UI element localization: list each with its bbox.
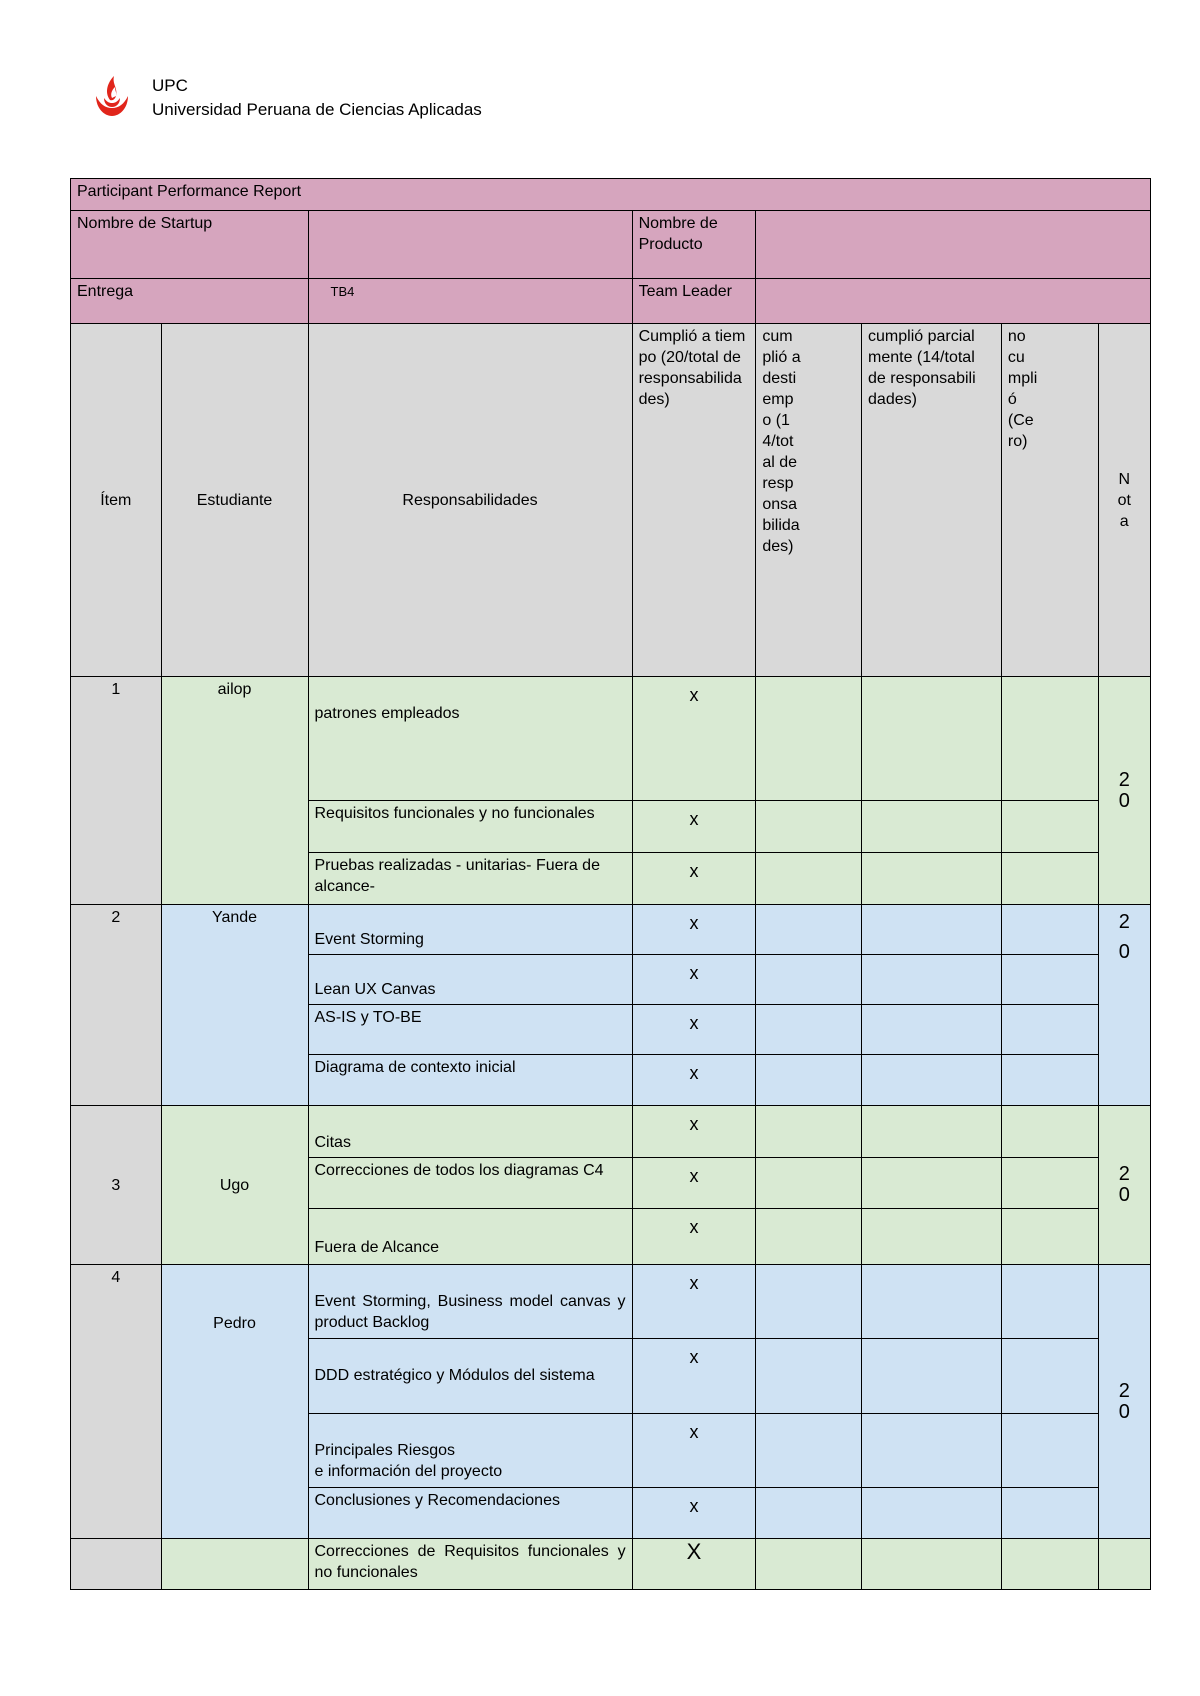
team-leader-label: Team Leader: [632, 279, 756, 324]
responsibility-line: Principales Riesgos: [314, 1442, 456, 1459]
report-title: Participant Performance Report: [71, 179, 1151, 211]
on-time-mark: x: [632, 1414, 756, 1488]
partial-cell: [862, 1488, 1002, 1539]
late-cell: [756, 955, 862, 1005]
column-header-row: [71, 324, 1151, 677]
col-header-grade: Nota: [1098, 324, 1150, 677]
not-done-cell: [1001, 955, 1098, 1005]
late-cell: [756, 677, 862, 801]
grade-text: 20: [1118, 768, 1130, 812]
late-cell: [756, 1339, 862, 1414]
responsibility: Requisitos funcionales y no funcionales: [308, 801, 632, 853]
late-cell: [756, 1265, 862, 1339]
grade-text: 20: [1118, 1379, 1130, 1423]
not-done-cell: [1001, 853, 1098, 905]
partial-cell: [862, 801, 1002, 853]
on-time-mark: x: [632, 1209, 756, 1265]
not-done-cell: [1001, 1158, 1098, 1209]
not-done-cell: [1001, 1488, 1098, 1539]
col-header-late: cumplió a destiempo (14/total de responsabilidades): [756, 324, 862, 677]
responsibility: Conclusiones y Recomendaciones: [308, 1488, 632, 1539]
responsibility: Diagrama de contexto inicial: [308, 1055, 632, 1106]
on-time-mark: X: [632, 1539, 756, 1590]
extra-item-cell: [71, 1539, 162, 1590]
partial-cell: [862, 1209, 1002, 1265]
responsibility: Correcciones de todos los diagramas C4: [308, 1158, 632, 1209]
responsibility: Pruebas realizadas - unitarias- Fuera de alcance-: [308, 853, 632, 905]
startup-label: Nombre de Startup: [71, 211, 309, 279]
partial-cell: [862, 1106, 1002, 1158]
table-row: [71, 677, 1151, 801]
not-done-cell: [1001, 1005, 1098, 1055]
student-item-number: 4: [71, 1265, 162, 1539]
table-row: [71, 1106, 1151, 1158]
student-name: Pedro: [161, 1265, 308, 1539]
responsibility: Event Storming, Business model canvas y product Backlog: [308, 1265, 632, 1339]
entrega-row: [71, 279, 1151, 324]
not-done-cell: [1001, 1055, 1098, 1106]
responsibility-line: e información del proyecto: [314, 1463, 503, 1480]
on-time-mark: x: [632, 1005, 756, 1055]
responsibility: [308, 1414, 632, 1488]
title-row: [71, 179, 1151, 211]
not-done-cell: [1001, 1265, 1098, 1339]
late-cell: [756, 801, 862, 853]
partial-cell: [862, 1265, 1002, 1339]
university-name: Universidad Peruana de Ciencias Aplicadas: [152, 100, 482, 119]
partial-cell: [862, 955, 1002, 1005]
col-header-item: Ítem: [71, 324, 162, 677]
partial-cell: [862, 1539, 1002, 1590]
performance-report-table: [70, 178, 1151, 1590]
not-done-cell: [1001, 1539, 1098, 1590]
col-header-not-done: no cumplió (Cero): [1001, 324, 1098, 677]
student-item-number: 2: [71, 905, 162, 1106]
student-name: ailop: [161, 677, 308, 905]
product-value: [756, 211, 1151, 279]
col-header-on-time: Cumplió a tiempo (20/total de responsabilidades): [632, 324, 756, 677]
responsibility: Event Storming: [308, 905, 632, 955]
late-cell: [756, 905, 862, 955]
late-cell: [756, 1158, 862, 1209]
university-abbreviation: UPC: [152, 76, 188, 95]
responsibility: DDD estratégico y Módulos del sistema: [308, 1339, 632, 1414]
responsibility: patrones empleados: [308, 677, 632, 801]
late-cell: [756, 1539, 862, 1590]
table-row: [71, 1539, 1151, 1590]
upc-flame-logo-icon: [90, 74, 134, 118]
late-cell: [756, 1488, 862, 1539]
table-row: [71, 905, 1151, 955]
on-time-mark: x: [632, 1488, 756, 1539]
product-label: Nombre de Producto: [632, 211, 756, 279]
late-cell: [756, 1055, 862, 1106]
partial-cell: [862, 853, 1002, 905]
partial-cell: [862, 1414, 1002, 1488]
not-done-cell: [1001, 1339, 1098, 1414]
late-cell: [756, 1414, 862, 1488]
student-item-number: 1: [71, 677, 162, 905]
on-time-mark: x: [632, 1158, 756, 1209]
partial-cell: [862, 1005, 1002, 1055]
responsibility: AS-IS y TO-BE: [308, 1005, 632, 1055]
responsibility: Fuera de Alcance: [308, 1209, 632, 1265]
not-done-cell: [1001, 1209, 1098, 1265]
on-time-mark: x: [632, 955, 756, 1005]
team-leader-value: [756, 279, 1151, 324]
startup-row: [71, 211, 1151, 279]
grade-text: 20: [1118, 911, 1130, 963]
not-done-cell: [1001, 905, 1098, 955]
student-name: Yande: [161, 905, 308, 1106]
late-cell: [756, 1106, 862, 1158]
partial-cell: [862, 1055, 1002, 1106]
on-time-mark: x: [632, 1265, 756, 1339]
student-grade: [1098, 1265, 1150, 1539]
responsibility: Correcciones de Requisitos funcionales y no funcionales: [308, 1539, 632, 1590]
student-item-number: 3: [71, 1106, 162, 1265]
partial-cell: [862, 905, 1002, 955]
col-header-partial: cumplió parcialmente (14/total de responsabilidades): [862, 324, 1002, 677]
partial-cell: [862, 1339, 1002, 1414]
on-time-mark: x: [632, 1055, 756, 1106]
entrega-value: TB4: [308, 279, 632, 324]
not-done-cell: [1001, 1106, 1098, 1158]
responsibility: Lean UX Canvas: [308, 955, 632, 1005]
partial-cell: [862, 1158, 1002, 1209]
extra-student-cell: [161, 1539, 308, 1590]
student-grade: [1098, 1106, 1150, 1265]
startup-value: [308, 211, 632, 279]
partial-cell: [862, 677, 1002, 801]
responsibility: Citas: [308, 1106, 632, 1158]
entrega-label: Entrega: [71, 279, 309, 324]
table-row: [71, 1265, 1151, 1339]
late-cell: [756, 1005, 862, 1055]
not-done-cell: [1001, 1414, 1098, 1488]
on-time-mark: x: [632, 677, 756, 801]
student-grade: [1098, 905, 1150, 1106]
on-time-mark: x: [632, 1106, 756, 1158]
on-time-mark: x: [632, 801, 756, 853]
on-time-mark: x: [632, 1339, 756, 1414]
grade-text: 20: [1118, 1163, 1130, 1206]
student-grade: [1098, 677, 1150, 905]
col-header-responsibilities: Responsabilidades: [308, 324, 632, 677]
grade-cell: [1098, 1539, 1150, 1590]
on-time-mark: x: [632, 853, 756, 905]
late-cell: [756, 1209, 862, 1265]
student-name: Ugo: [161, 1106, 308, 1265]
not-done-cell: [1001, 801, 1098, 853]
late-cell: [756, 853, 862, 905]
on-time-mark: x: [632, 905, 756, 955]
col-header-student: Estudiante: [161, 324, 308, 677]
not-done-cell: [1001, 677, 1098, 801]
